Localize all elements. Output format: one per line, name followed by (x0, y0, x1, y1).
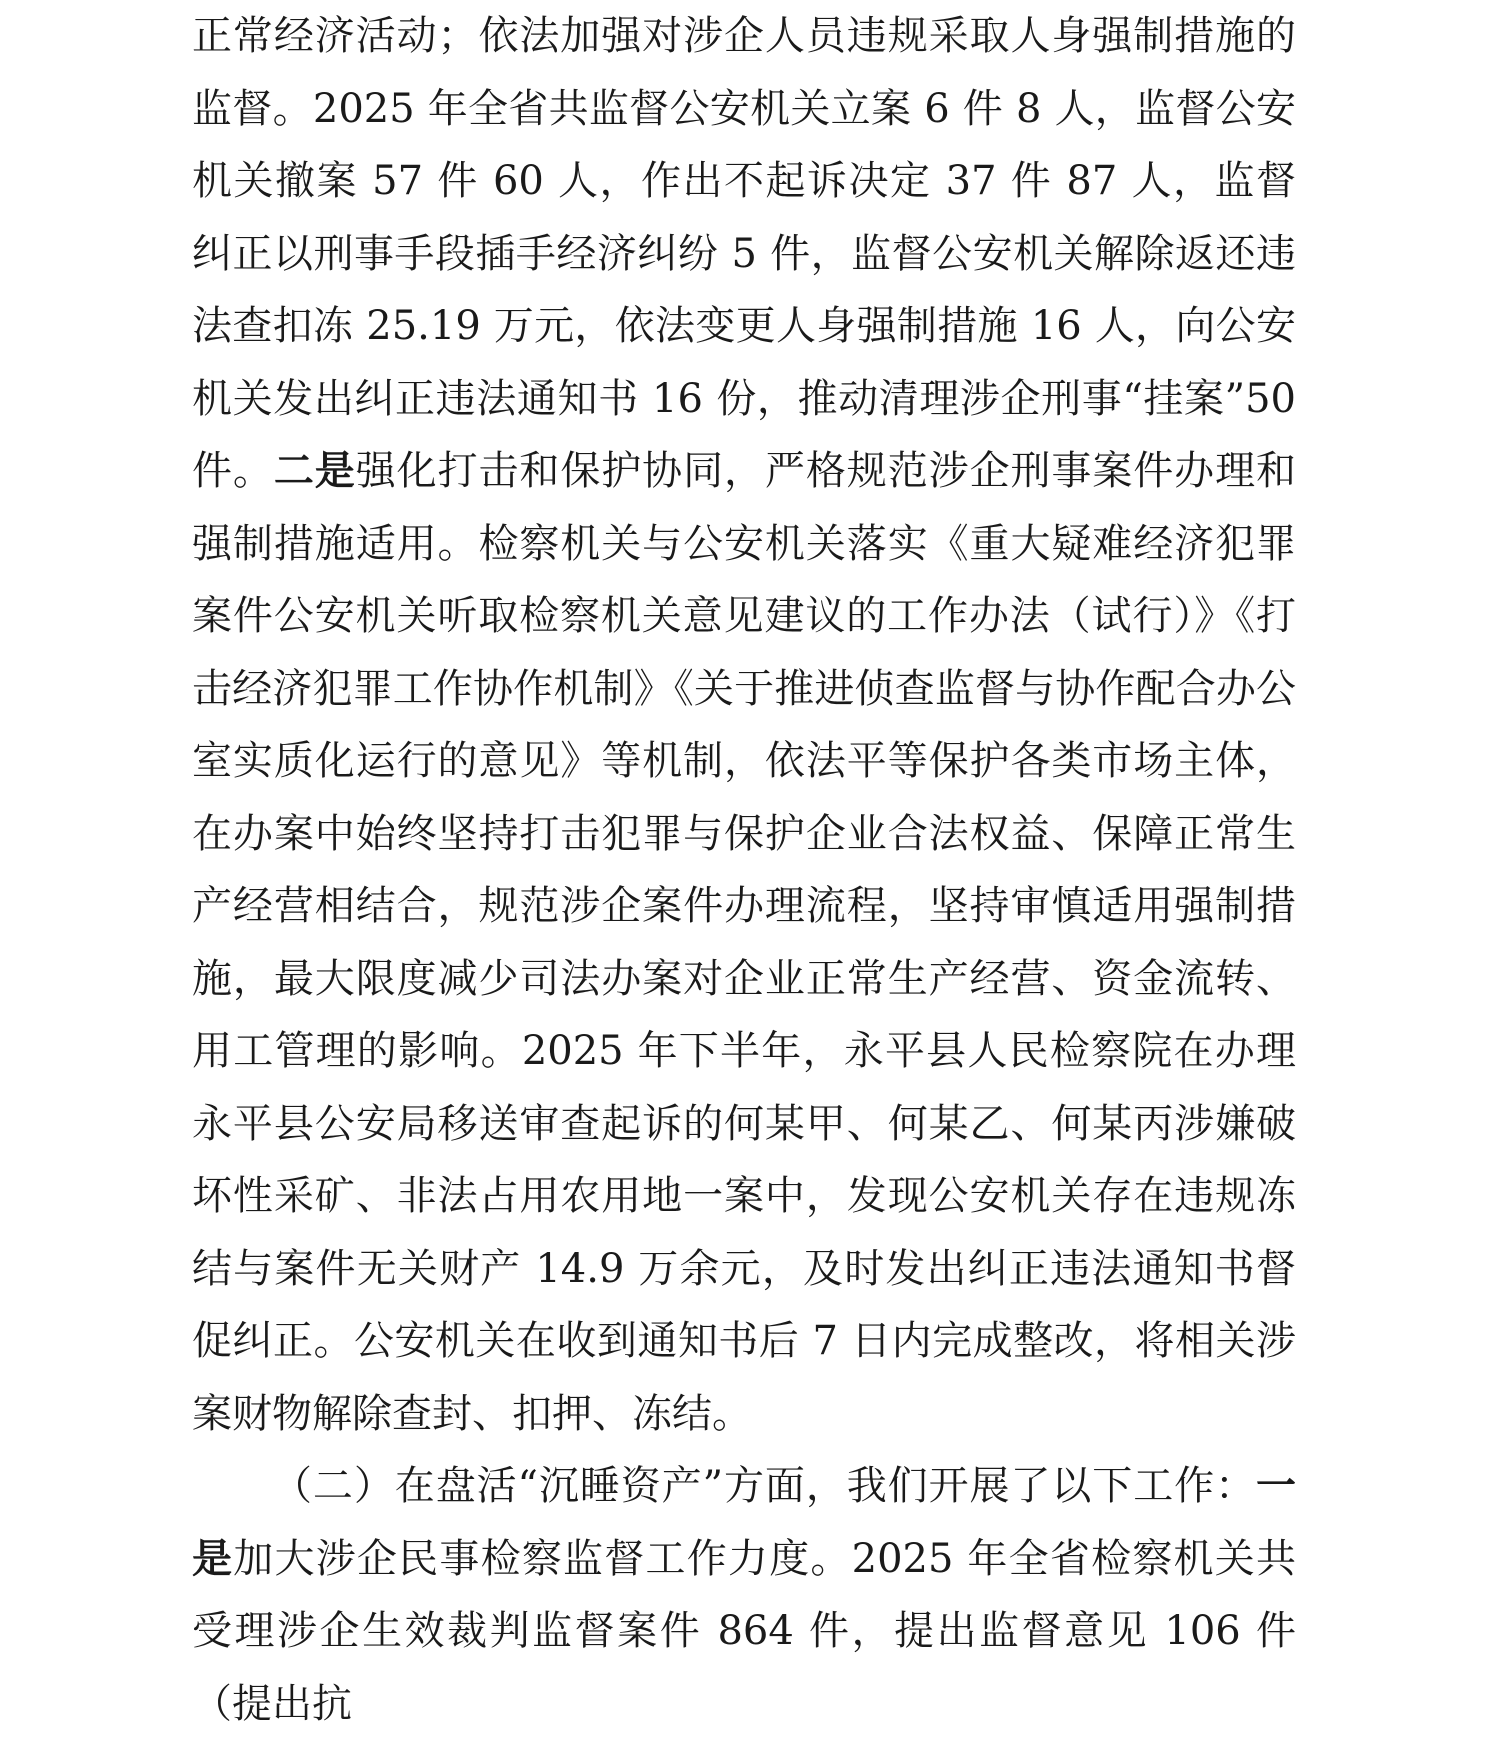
paragraph-1-bold-marker: 二是 (273, 447, 356, 494)
paragraph-2-bold-marker: 一是 (192, 1462, 1296, 1582)
paragraph-1-text-a: 正常经济活动；依法加强对涉企人员违规采取人身强制措施的监督。2025 年全省共监督公安机关立案 6 件 8 人，监督公安机关撤案 57 件 60 人，作出不起诉决定 37 件 87 人，监督纠正以刑事手段插手经济纠纷 5 件，监督公安机关解除返还违法查扣冻 25.19 万元，依法变更人身强制措施 16 人，向公安机关发出纠正违法通知书 16 份，推动清理涉企刑事“挂案”50 件。 (192, 13, 1296, 494)
document-body (192, 0, 1296, 1740)
paragraph-2 (192, 1450, 1296, 1740)
paragraph-1-text-b: 强化打击和保护协同，严格规范涉企刑事案件办理和强制措施适用。检察机关与公安机关落实《重大疑难经济犯罪案件公安机关听取检察机关意见建议的工作办法（试行）》《打击经济犯罪工作协作机制》《关于推进侦查监督与协作配合办公室实质化运行的意见》等机制，依法平等保护各类市场主体，在办案中始终坚持打击犯罪与保护企业合法权益、保障正常生产经营相结合，规范涉企案件办理流程，坚持审慎适用强制措施，最大限度减少司法办案对企业正常生产经营、资金流转、用工管理的影响。2025 年下半年，永平县人民检察院在办理永平县公安局移送审查起诉的何某甲、何某乙、何某丙涉嫌破坏性采矿、非法占用农用地一案中，发现公安机关存在违规冻结与案件无关财产 14.9 万余元，及时发出纠正违法通知书督促纠正。公安机关在收到通知书后 7 日内完成整改，将相关涉案财物解除查封、扣押、冻结。 (192, 448, 1297, 1437)
paragraph-1 (192, 0, 1296, 1450)
paragraph-2-text: 加大涉企民事检察监督工作力度。2025 年全省检察机关共受理涉企生效裁判监督案件 864 件，提出监督意见 106 件（提出抗 (192, 1535, 1297, 1727)
paragraph-2-heading: （二）在盘活“沉睡资产”方面，我们开展了以下工作： (272, 1463, 1256, 1509)
